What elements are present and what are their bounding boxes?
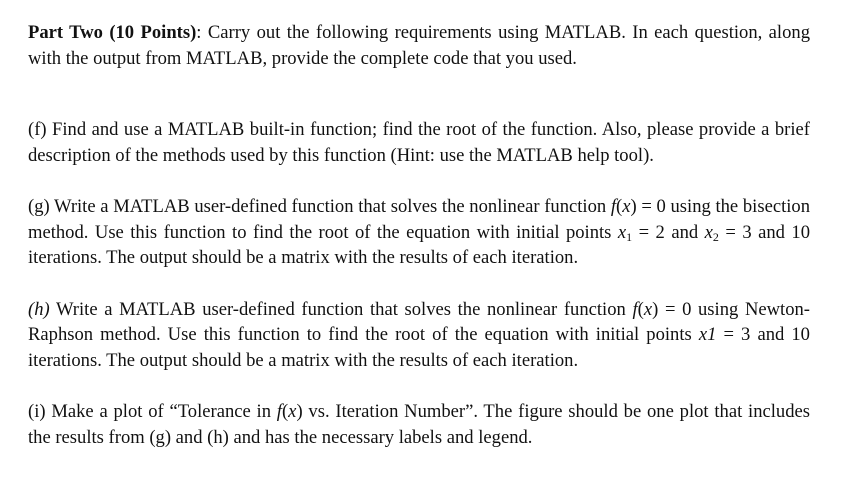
- function-f-symbol: f: [610, 196, 617, 217]
- question-i: [28, 399, 810, 450]
- question-g-text-c: = 3 and 10 iterations. The output should be a matrix with the results of each iteration.: [28, 221, 810, 268]
- variable-x2: x: [704, 221, 713, 243]
- subscript-2: 2: [712, 229, 719, 244]
- question-i-text-a: (i) Make a plot of “Tolerance in: [28, 401, 277, 422]
- variable-x: x: [643, 298, 653, 320]
- document-page: [28, 20, 810, 450]
- question-g-text-b: ) = 0 using the bisection method. Use this function to find the root of the equation with initial points: [28, 196, 810, 243]
- intro-text: : Carry out the following requirements using MATLAB. In each question, along with the output from MATLAB, provide the complete code that you used.: [28, 22, 810, 69]
- variable-x1: x1: [698, 324, 717, 345]
- part-title: Part Two (10 Points): [28, 22, 197, 43]
- paren: (: [637, 298, 644, 320]
- question-h-text-c: = 3 and 10 iterations. The output should be a matrix with the results of each iteration.: [28, 324, 810, 371]
- variable-x: x: [288, 401, 297, 422]
- question-h: [28, 297, 810, 374]
- subscript-1: 1: [626, 229, 633, 244]
- variable-x1: x: [617, 221, 627, 243]
- variable-x: x: [622, 196, 631, 217]
- question-f: [28, 117, 810, 168]
- function-f-symbol: f: [632, 298, 638, 320]
- question-g-text-a: (g) Write a MATLAB user-defined function that solves the nonlinear function: [28, 196, 611, 217]
- part-two-intro: [28, 20, 810, 71]
- paren: (: [281, 401, 289, 422]
- x1-value: = 2 and: [632, 221, 705, 243]
- question-f-text: (f) Find and use a MATLAB built-in function; find the root of the function. Also, please provide a brief description of the methods used by this function (Hint: use the MATLAB help tool).: [28, 119, 810, 166]
- question-i-text-b: ) vs. Iteration Number”. The figure should be one plot that includes the results from (g) and (h) and has the necessary labels and legend.: [28, 401, 810, 448]
- paren: (: [616, 196, 623, 217]
- question-h-text-b: ) = 0 using Newton-Raphson method. Use this function to find the root of the equation with initial points: [28, 298, 811, 345]
- function-f-symbol: f: [276, 401, 282, 422]
- question-h-label: (h): [28, 298, 50, 320]
- question-g: [28, 194, 810, 271]
- question-h-text-a: Write a MATLAB user-defined function that solves the nonlinear function: [49, 298, 633, 320]
